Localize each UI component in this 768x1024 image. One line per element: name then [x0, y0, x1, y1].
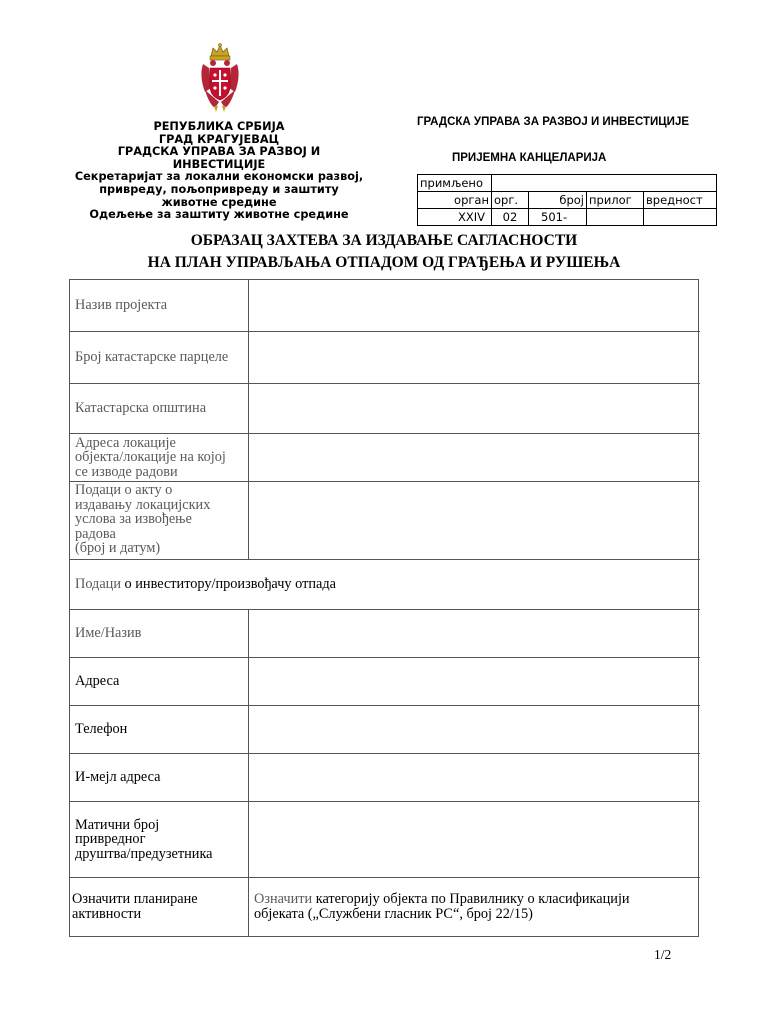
registry-header: вредност — [644, 192, 717, 209]
label-line: објекта/локације на којој — [75, 449, 226, 466]
registry-value — [644, 209, 717, 226]
investor-section-text: о инвеститору/произвођачу отпада — [120, 576, 336, 592]
label-line: радова — [75, 525, 116, 542]
registry-header: орг. — [492, 192, 529, 209]
label-line: активности — [72, 906, 142, 922]
label-line: услова за извођење — [75, 511, 192, 528]
header-line: ГРАД КРАГУЈЕВАЦ — [158, 132, 280, 146]
label-line: (број и датум) — [75, 540, 161, 557]
registry-header: прилог — [587, 192, 644, 209]
label-line: Подаци о акту о — [75, 482, 173, 498]
email-label: И-мејл адреса — [70, 754, 249, 801]
phone-field[interactable] — [249, 706, 700, 753]
received-value — [492, 175, 717, 192]
project-name-field[interactable] — [249, 280, 700, 331]
form-row-registration — [70, 802, 700, 878]
registry-value: XXIV — [418, 209, 492, 226]
location-act-field[interactable] — [249, 482, 700, 559]
institution-header — [60, 121, 378, 222]
form-row-municipality — [70, 384, 700, 434]
category-text: категорију објекта по Правилнику о класификацији — [312, 891, 630, 907]
form-row-name — [70, 610, 700, 658]
header-line: животне средине — [161, 195, 277, 209]
header-line: РЕПУБЛИКА СРБИЈА — [153, 120, 285, 133]
application-form — [69, 279, 699, 937]
header-line: Одељење за заштиту животне средине — [89, 208, 349, 222]
investor-section-prefix: Подаци — [75, 576, 121, 592]
label-line: Матични број — [75, 816, 160, 833]
location-address-label — [70, 434, 249, 481]
form-row-phone — [70, 706, 700, 754]
name-label: Име/Назив — [70, 610, 249, 657]
label-line: друштва/предузетника — [75, 845, 213, 862]
planned-activities-label — [70, 878, 249, 936]
parcel-number-field[interactable] — [249, 332, 700, 383]
form-row-parcel — [70, 332, 700, 384]
email-field[interactable] — [249, 754, 700, 801]
cadastral-municipality-field[interactable] — [249, 384, 700, 433]
form-title-line2: НА ПЛАН УПРАВЉАЊА ОТПАДОМ ОД ГРАЂЕЊА И РУШЕЊА — [147, 254, 621, 271]
received-label: примљено — [418, 175, 492, 192]
location-address-field[interactable] — [249, 434, 700, 481]
form-row-project-name — [70, 280, 700, 332]
category-text-line2: објеката („Службени гласник РС“, број 22/15) — [254, 906, 533, 922]
registry-value: 501- — [529, 209, 587, 226]
label-line: се изводе радови — [75, 463, 178, 480]
office-title: ГРАДСКА УПРАВА ЗА РАЗВОЈ И ИНВЕСТИЦИЈЕ — [417, 116, 690, 128]
header-line: Секретаријат за локални економски развој, — [74, 170, 364, 184]
name-field[interactable] — [249, 610, 700, 657]
category-prefix: Означити — [254, 891, 313, 907]
registration-number-field[interactable] — [249, 802, 700, 877]
registry-table — [417, 174, 717, 226]
form-row-email — [70, 754, 700, 802]
form-row-location-act — [70, 482, 700, 560]
header-line: ГРАДСКА УПРАВА ЗА РАЗВОЈ И — [117, 145, 321, 159]
form-row-investor-section — [70, 560, 700, 610]
label-line: Означити планиране — [72, 891, 198, 908]
location-act-label — [70, 482, 249, 559]
label-line: привредног — [75, 831, 146, 848]
registration-number-label — [70, 802, 249, 877]
registry-header: број — [529, 192, 587, 209]
page-number: 1/2 — [654, 947, 672, 962]
registry-value — [587, 209, 644, 226]
parcel-number-label: Број катастарске парцеле — [70, 332, 249, 383]
form-row-location-address — [70, 434, 700, 482]
reception-office-label: ПРИЈЕМНА КАНЦЕЛАРИЈА — [452, 152, 607, 164]
form-title-line1: ОБРАЗАЦ ЗАХТЕВА ЗА ИЗДАВАЊЕ САГЛАСНОСТИ — [190, 232, 578, 249]
registry-header: орган — [418, 192, 492, 209]
label-line: издавању локацијских — [75, 496, 211, 513]
address-label: Адреса — [70, 658, 249, 705]
header-line: привреду, пољопривреду и заштиту — [99, 182, 339, 196]
project-name-label: Назив пројекта — [70, 280, 249, 331]
investor-section-heading — [75, 560, 695, 609]
label-line: Адреса локације — [75, 434, 176, 451]
coat-of-arms — [197, 42, 243, 114]
registry-value: 02 — [492, 209, 529, 226]
address-field[interactable] — [249, 658, 700, 705]
form-row-activities — [70, 878, 700, 936]
cadastral-municipality-label: Катастарска општина — [70, 384, 249, 433]
form-row-address — [70, 658, 700, 706]
phone-label: Телефон — [70, 706, 249, 753]
building-category-field[interactable] — [249, 878, 700, 936]
header-line: ИНВЕСТИЦИЈЕ — [172, 157, 266, 171]
